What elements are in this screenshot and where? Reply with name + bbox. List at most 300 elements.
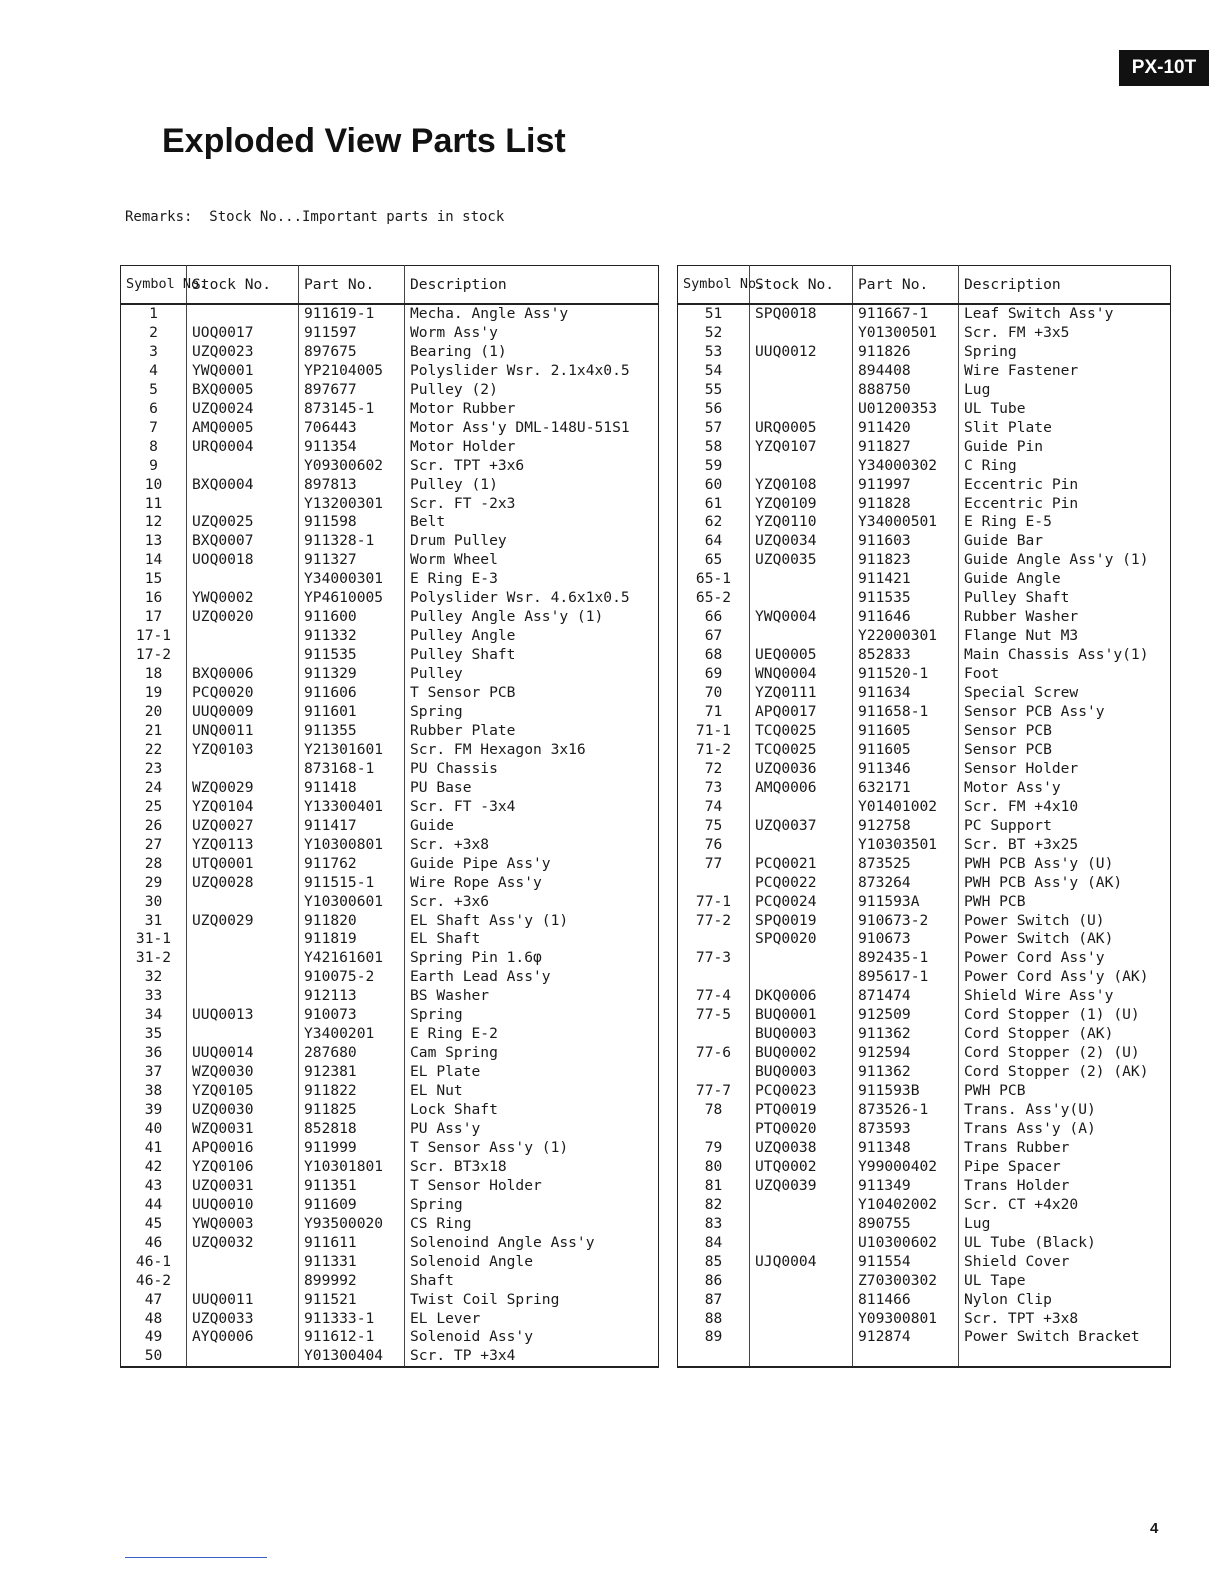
part-no-cell: 911997	[853, 476, 959, 495]
stock-no-cell	[187, 1025, 299, 1044]
description-cell: E Ring E-3	[405, 570, 659, 589]
description-cell: Trans Ass'y (A)	[959, 1120, 1171, 1139]
symbol-no-cell: 39	[144, 1101, 163, 1119]
part-no-cell: 873264	[853, 874, 959, 893]
table-row	[678, 1158, 1171, 1177]
table-row	[678, 760, 1171, 779]
description-cell: PU Chassis	[405, 760, 659, 779]
stock-no-cell: UZQ0027	[187, 817, 299, 836]
table-row	[121, 760, 659, 779]
part-no-cell: 873145-1	[299, 400, 405, 419]
symbol-no-cell: 89	[704, 1328, 723, 1346]
table-row	[678, 476, 1171, 495]
table-row	[121, 400, 659, 419]
table-row	[121, 1120, 659, 1139]
header-part-no: Part No.	[853, 266, 959, 305]
part-no-cell: 911999	[299, 1139, 405, 1158]
stock-no-cell	[187, 304, 299, 324]
table-row	[678, 627, 1171, 646]
table-row	[121, 627, 659, 646]
stock-no-cell: UUQ0010	[187, 1196, 299, 1215]
part-no-cell: 912594	[853, 1044, 959, 1063]
part-no-cell: 911327	[299, 551, 405, 570]
stock-no-cell: PCQ0023	[750, 1082, 853, 1101]
part-no-cell: 911658-1	[853, 703, 959, 722]
symbol-no-cell: 87	[704, 1290, 723, 1308]
stock-no-cell: URQ0004	[187, 438, 299, 457]
symbol-no-cell: 71-1	[695, 721, 732, 739]
table-row	[678, 362, 1171, 381]
description-cell: Motor Rubber	[405, 400, 659, 419]
part-no-cell: 911597	[299, 324, 405, 343]
symbol-no-cell: 51	[704, 305, 723, 322]
part-no-cell: 911593B	[853, 1082, 959, 1101]
description-cell: Spring Pin 1.6φ	[405, 949, 659, 968]
description-cell: Foot	[959, 665, 1171, 684]
stock-no-cell	[187, 893, 299, 912]
symbol-no-cell: 24	[144, 778, 163, 796]
description-cell: Sensor PCB Ass'y	[959, 703, 1171, 722]
symbol-no-cell: 7	[149, 418, 158, 436]
table-row	[121, 779, 659, 798]
table-row	[121, 495, 659, 514]
part-no-cell: Y22000301	[853, 627, 959, 646]
part-no-cell: 911348	[853, 1139, 959, 1158]
table-row	[121, 949, 659, 968]
symbol-no-cell: 75	[704, 816, 723, 834]
stock-no-cell: YZQ0110	[750, 513, 853, 532]
stock-no-cell: UZQ0020	[187, 608, 299, 627]
symbol-no-cell: 61	[704, 494, 723, 512]
part-no-cell: YP4610005	[299, 589, 405, 608]
stock-no-cell	[187, 457, 299, 476]
description-cell: Spring	[405, 703, 659, 722]
part-no-cell: Y13300401	[299, 798, 405, 817]
description-cell: Motor Ass'y	[959, 779, 1171, 798]
table-row	[121, 513, 659, 532]
symbol-no-cell: 46-2	[135, 1271, 172, 1289]
stock-no-cell	[750, 457, 853, 476]
table-row	[121, 1310, 659, 1329]
table-row	[678, 400, 1171, 419]
part-no-cell: 911634	[853, 684, 959, 703]
description-cell: Leaf Switch Ass'y	[959, 304, 1171, 324]
stock-no-cell: WZQ0029	[187, 779, 299, 798]
symbol-no-cell: 85	[704, 1252, 723, 1270]
stock-no-cell: APQ0017	[750, 703, 853, 722]
description-cell: Scr. +3x8	[405, 836, 659, 855]
part-no-cell: 911420	[853, 419, 959, 438]
symbol-no-cell: 26	[144, 816, 163, 834]
stock-no-cell: BUQ0001	[750, 1006, 853, 1025]
symbol-no-cell: 62	[704, 513, 723, 531]
table-row	[678, 381, 1171, 400]
part-no-cell: Y01300501	[853, 324, 959, 343]
symbol-no-cell: 69	[704, 665, 723, 683]
symbol-no-cell	[678, 1063, 750, 1082]
part-no-cell: 911351	[299, 1177, 405, 1196]
part-no-cell: U01200353	[853, 400, 959, 419]
table-row	[678, 684, 1171, 703]
stock-no-cell	[750, 836, 853, 855]
stock-no-cell: URQ0005	[750, 419, 853, 438]
description-cell: T Sensor Holder	[405, 1177, 659, 1196]
stock-no-cell: UZQ0029	[187, 912, 299, 931]
stock-no-cell	[187, 1347, 299, 1367]
symbol-no-cell: 84	[704, 1233, 723, 1251]
description-cell: PU Base	[405, 779, 659, 798]
description-cell: E Ring E-5	[959, 513, 1171, 532]
part-no-cell: Y09300602	[299, 457, 405, 476]
stock-no-cell: BXQ0006	[187, 665, 299, 684]
part-no-cell: 911823	[853, 551, 959, 570]
symbol-no-cell: 29	[144, 873, 163, 891]
symbol-no-cell: 13	[144, 532, 163, 550]
part-no-cell: 911521	[299, 1291, 405, 1310]
symbol-no-cell: 23	[144, 759, 163, 777]
description-cell: Guide Angle Ass'y (1)	[959, 551, 1171, 570]
symbol-no-cell: 31-1	[135, 930, 172, 948]
stock-no-cell: YZQ0113	[187, 836, 299, 855]
part-no-cell: Y01401002	[853, 798, 959, 817]
symbol-no-cell: 60	[704, 475, 723, 493]
symbol-no-cell: 52	[704, 323, 723, 341]
description-cell: Cord Stopper (2) (U)	[959, 1044, 1171, 1063]
symbol-no-cell: 78	[704, 1101, 723, 1119]
part-no-cell: 911819	[299, 930, 405, 949]
stock-no-cell: UZQ0023	[187, 343, 299, 362]
description-cell: Guide Pin	[959, 438, 1171, 457]
stock-no-cell: SPQ0019	[750, 912, 853, 931]
table-row	[678, 324, 1171, 343]
table-row	[678, 1310, 1171, 1329]
parts-table-left	[120, 265, 659, 1368]
description-cell: Polyslider Wsr. 2.1x4x0.5	[405, 362, 659, 381]
table-row	[121, 987, 659, 1006]
stock-no-cell: UTQ0001	[187, 855, 299, 874]
table-row	[121, 362, 659, 381]
table-row	[678, 798, 1171, 817]
part-no-cell: 911593A	[853, 893, 959, 912]
symbol-no-cell: 4	[149, 361, 158, 379]
symbol-no-cell	[678, 1120, 750, 1139]
description-cell: Spring	[405, 1196, 659, 1215]
part-no-cell: Y10301801	[299, 1158, 405, 1177]
description-cell: Drum Pulley	[405, 532, 659, 551]
description-cell: Eccentric Pin	[959, 495, 1171, 514]
part-no-cell: 911822	[299, 1082, 405, 1101]
stock-no-cell	[750, 1310, 853, 1329]
part-no-cell: 911349	[853, 1177, 959, 1196]
table-row	[121, 874, 659, 893]
table-row	[121, 438, 659, 457]
stock-no-cell: TCQ0025	[750, 741, 853, 760]
model-badge: PX-10T	[1119, 50, 1209, 86]
stock-no-cell: AMQ0005	[187, 419, 299, 438]
table-row	[678, 1101, 1171, 1120]
symbol-no-cell: 80	[704, 1157, 723, 1175]
header-description: Description	[405, 266, 659, 305]
symbol-no-cell: 22	[144, 740, 163, 758]
table-row	[678, 551, 1171, 570]
symbol-no-cell: 56	[704, 399, 723, 417]
symbol-no-cell: 44	[144, 1195, 163, 1213]
table-row	[121, 798, 659, 817]
description-cell: PWH PCB	[959, 893, 1171, 912]
symbol-no-cell: 76	[704, 835, 723, 853]
header-part-no: Part No.	[299, 266, 405, 305]
table-row	[121, 381, 659, 400]
stock-no-cell	[187, 760, 299, 779]
stock-no-cell	[750, 1234, 853, 1253]
symbol-no-cell: 65-2	[695, 589, 732, 607]
table-row	[678, 304, 1171, 324]
stock-no-cell: PTQ0019	[750, 1101, 853, 1120]
table-row	[121, 476, 659, 495]
description-cell: PWH PCB	[959, 1082, 1171, 1101]
table-row	[678, 513, 1171, 532]
stock-no-cell: YWQ0004	[750, 608, 853, 627]
part-no-cell: 911598	[299, 513, 405, 532]
part-no-cell: Y34000302	[853, 457, 959, 476]
description-cell: T Sensor Ass'y (1)	[405, 1139, 659, 1158]
symbol-no-cell: 37	[144, 1063, 163, 1081]
description-cell: Guide Pipe Ass'y	[405, 855, 659, 874]
stock-no-cell	[750, 381, 853, 400]
table-row	[678, 1120, 1171, 1139]
description-cell: Guide Angle	[959, 570, 1171, 589]
part-no-cell: 811466	[853, 1291, 959, 1310]
stock-no-cell: UZQ0032	[187, 1234, 299, 1253]
table-row	[678, 646, 1171, 665]
description-cell: UL Tube (Black)	[959, 1234, 1171, 1253]
symbol-no-cell: 19	[144, 684, 163, 702]
table-row	[121, 1177, 659, 1196]
part-no-cell: 632171	[853, 779, 959, 798]
symbol-no-cell: 2	[149, 323, 158, 341]
description-cell: EL Shaft	[405, 930, 659, 949]
header-stock-no: Stock No.	[187, 266, 299, 305]
description-cell: Earth Lead Ass'y	[405, 968, 659, 987]
description-cell: Wire Fastener	[959, 362, 1171, 381]
symbol-no-cell: 27	[144, 835, 163, 853]
part-no-cell: 911827	[853, 438, 959, 457]
part-no-cell: 911520-1	[853, 665, 959, 684]
stock-no-cell: SPQ0018	[750, 304, 853, 324]
description-cell: EL Shaft Ass'y (1)	[405, 912, 659, 931]
symbol-no-cell: 82	[704, 1195, 723, 1213]
stock-no-cell	[187, 1253, 299, 1272]
table-row	[678, 343, 1171, 362]
description-cell: Polyslider Wsr. 4.6x1x0.5	[405, 589, 659, 608]
table-row	[121, 646, 659, 665]
part-no-cell: 912381	[299, 1063, 405, 1082]
stock-no-cell	[187, 627, 299, 646]
table-row	[121, 1234, 659, 1253]
description-cell: Scr. TPT +3x6	[405, 457, 659, 476]
symbol-no-cell: 77-3	[695, 949, 732, 967]
symbol-no-cell: 77-7	[695, 1082, 732, 1100]
table-row	[121, 1044, 659, 1063]
table-row	[121, 1347, 659, 1367]
symbol-no-cell: 34	[144, 1006, 163, 1024]
table-row	[678, 570, 1171, 589]
symbol-no-cell: 70	[704, 684, 723, 702]
part-no-cell: Y34000501	[853, 513, 959, 532]
description-cell: Scr. FM Hexagon 3x16	[405, 741, 659, 760]
part-no-cell: 911421	[853, 570, 959, 589]
part-no-cell: 852833	[853, 646, 959, 665]
symbol-no-cell: 81	[704, 1176, 723, 1194]
description-cell: Power Cord Ass'y	[959, 949, 1171, 968]
symbol-no-cell: 77-5	[695, 1006, 732, 1024]
description-cell: Slit Plate	[959, 419, 1171, 438]
stock-no-cell	[187, 495, 299, 514]
description-cell: Worm Wheel	[405, 551, 659, 570]
symbol-no-cell: 58	[704, 437, 723, 455]
description-cell: Scr. FT -2x3	[405, 495, 659, 514]
description-cell: Scr. TPT +3x8	[959, 1310, 1171, 1329]
description-cell: Scr. FM +4x10	[959, 798, 1171, 817]
table-row	[678, 495, 1171, 514]
description-cell: Motor Ass'y DML-148U-51S1	[405, 419, 659, 438]
part-no-cell: 911606	[299, 684, 405, 703]
symbol-no-cell: 18	[144, 665, 163, 683]
symbol-no-cell: 9	[149, 456, 158, 474]
stock-no-cell	[187, 570, 299, 589]
description-cell: Worm Ass'y	[405, 324, 659, 343]
part-no-cell: 911329	[299, 665, 405, 684]
part-no-cell: 911825	[299, 1101, 405, 1120]
table-row	[678, 1006, 1171, 1025]
stock-no-cell: UZQ0025	[187, 513, 299, 532]
part-no-cell: 899992	[299, 1272, 405, 1291]
table-row	[678, 1253, 1171, 1272]
symbol-no-cell: 50	[144, 1347, 163, 1365]
part-no-cell: 911328-1	[299, 532, 405, 551]
stock-no-cell: UZQ0031	[187, 1177, 299, 1196]
table-row	[678, 1291, 1171, 1310]
remarks-note: Remarks: Stock No...Important parts in stock	[125, 209, 505, 225]
table-row	[121, 1082, 659, 1101]
stock-no-cell: BXQ0005	[187, 381, 299, 400]
description-cell: Solenoind Angle Ass'y	[405, 1234, 659, 1253]
page-title: Exploded View Parts List	[162, 122, 566, 160]
stock-no-cell	[187, 646, 299, 665]
stock-no-cell: BUQ0003	[750, 1063, 853, 1082]
symbol-no-cell: 65-1	[695, 570, 732, 588]
stock-no-cell	[187, 1272, 299, 1291]
description-cell: Scr. BT3x18	[405, 1158, 659, 1177]
table-row	[121, 930, 659, 949]
description-cell: Spring	[405, 1006, 659, 1025]
stock-no-cell	[187, 987, 299, 1006]
footer-rule	[125, 1557, 267, 1558]
table-row	[121, 1215, 659, 1234]
part-no-cell: 911611	[299, 1234, 405, 1253]
table-row	[678, 1272, 1171, 1291]
stock-no-cell: YZQ0105	[187, 1082, 299, 1101]
stock-no-cell: PCQ0020	[187, 684, 299, 703]
table-row	[121, 589, 659, 608]
symbol-no-cell	[678, 930, 750, 949]
part-no-cell: 912509	[853, 1006, 959, 1025]
stock-no-cell: SPQ0020	[750, 930, 853, 949]
part-no-cell: Y01300404	[299, 1347, 405, 1367]
table-row	[678, 912, 1171, 931]
table-row	[121, 304, 659, 324]
table-row	[121, 1025, 659, 1044]
symbol-no-cell: 77	[704, 854, 723, 872]
stock-no-cell	[750, 627, 853, 646]
table-row	[678, 1215, 1171, 1234]
symbol-no-cell: 66	[704, 608, 723, 626]
description-cell: CS Ring	[405, 1215, 659, 1234]
symbol-no-cell: 35	[144, 1025, 163, 1043]
description-cell: Shield Cover	[959, 1253, 1171, 1272]
symbol-no-cell: 41	[144, 1138, 163, 1156]
symbol-no-cell: 21	[144, 721, 163, 739]
table-row	[678, 703, 1171, 722]
table-row	[121, 741, 659, 760]
stock-no-cell: PCQ0024	[750, 893, 853, 912]
symbol-no-cell: 57	[704, 418, 723, 436]
stock-no-cell: BUQ0002	[750, 1044, 853, 1063]
table-row	[678, 817, 1171, 836]
description-cell: Nylon Clip	[959, 1291, 1171, 1310]
stock-no-cell: UUQ0013	[187, 1006, 299, 1025]
stock-no-cell: PTQ0020	[750, 1120, 853, 1139]
stock-no-cell	[750, 589, 853, 608]
table-row	[678, 1082, 1171, 1101]
part-no-cell: 911762	[299, 855, 405, 874]
stock-no-cell: BXQ0004	[187, 476, 299, 495]
stock-no-cell: YZQ0103	[187, 741, 299, 760]
stock-no-cell: YZQ0104	[187, 798, 299, 817]
description-cell: Scr. TP +3x4	[405, 1347, 659, 1367]
stock-no-cell: UEQ0005	[750, 646, 853, 665]
part-no-cell: 871474	[853, 987, 959, 1006]
stock-no-cell: TCQ0025	[750, 722, 853, 741]
table-row	[678, 836, 1171, 855]
description-cell: Main Chassis Ass'y(1)	[959, 646, 1171, 665]
part-no-cell: Y21301601	[299, 741, 405, 760]
description-cell: Twist Coil Spring	[405, 1291, 659, 1310]
part-no-cell: 897677	[299, 381, 405, 400]
stock-no-cell	[750, 400, 853, 419]
symbol-no-cell: 48	[144, 1309, 163, 1327]
symbol-no-cell	[678, 1025, 750, 1044]
description-cell: Power Switch Bracket	[959, 1328, 1171, 1347]
part-no-cell: 911362	[853, 1025, 959, 1044]
part-no-cell: Y34000301	[299, 570, 405, 589]
description-cell: Sensor PCB	[959, 722, 1171, 741]
stock-no-cell: PCQ0022	[750, 874, 853, 893]
description-cell: Scr. BT +3x25	[959, 836, 1171, 855]
symbol-no-cell: 49	[144, 1328, 163, 1346]
table-row	[121, 1158, 659, 1177]
part-no-cell: 287680	[299, 1044, 405, 1063]
part-no-cell: 910073	[299, 1006, 405, 1025]
stock-no-cell	[750, 1215, 853, 1234]
part-no-cell: Y93500020	[299, 1215, 405, 1234]
description-cell: EL Lever	[405, 1310, 659, 1329]
description-cell: Rubber Washer	[959, 608, 1171, 627]
description-cell: PC Support	[959, 817, 1171, 836]
description-cell	[959, 1347, 1171, 1367]
stock-no-cell: UZQ0034	[750, 532, 853, 551]
symbol-no-cell: 12	[144, 513, 163, 531]
